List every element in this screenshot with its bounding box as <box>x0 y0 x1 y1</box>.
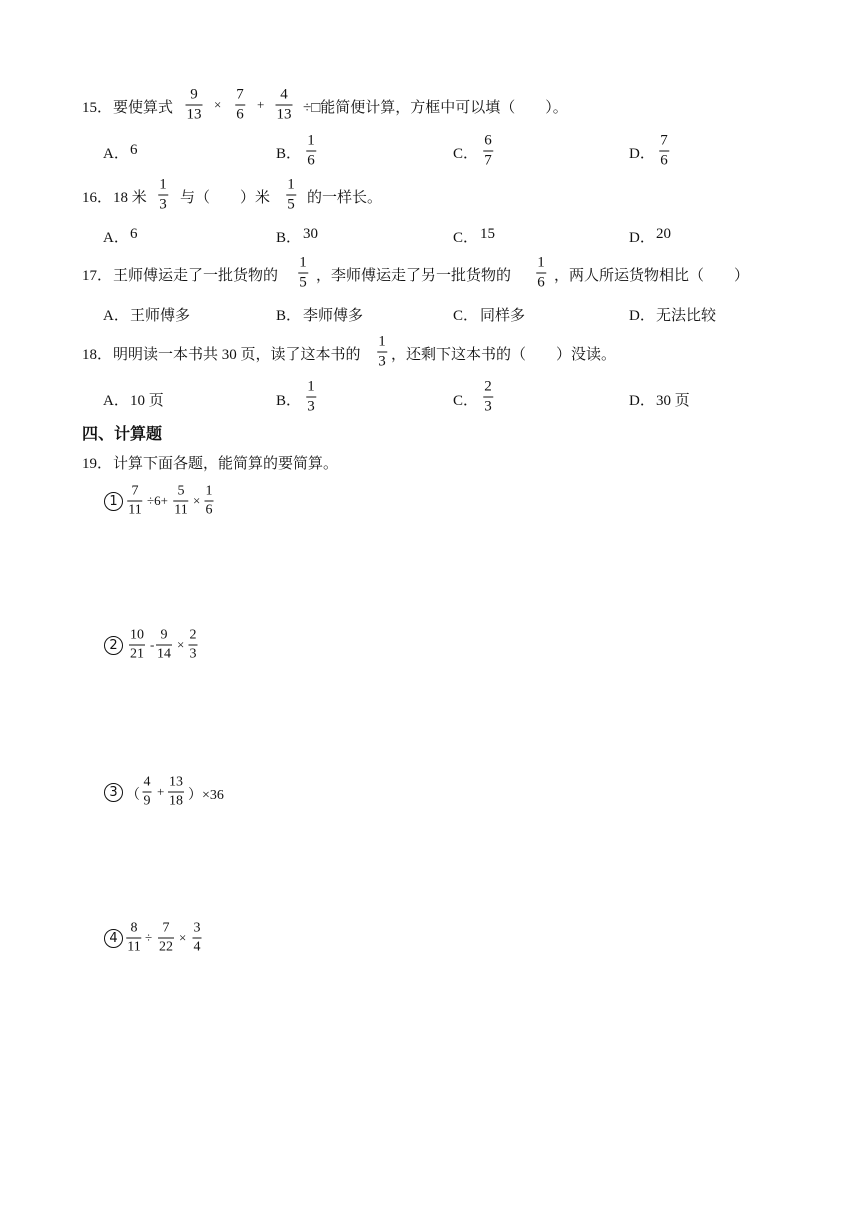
question-text: 18 米 <box>113 190 147 206</box>
denominator: 6 <box>307 152 315 169</box>
operator: × <box>214 97 222 112</box>
option-c-label: C． <box>453 230 479 246</box>
option-b-label: B． <box>276 146 302 162</box>
numerator: 1 <box>205 483 213 499</box>
option-d-text: 20 <box>656 226 671 242</box>
fraction <box>168 776 184 809</box>
circled-number: 1 <box>104 492 123 511</box>
fraction <box>276 88 293 123</box>
fraction <box>129 629 145 662</box>
numerator: 1 <box>307 132 315 149</box>
operator: ÷6+ <box>147 493 168 508</box>
question-text: 与（ ）米 <box>180 190 271 206</box>
fraction <box>235 88 245 123</box>
option-a-text: 6 <box>130 142 138 158</box>
right-paren-expression: ）×36 <box>188 788 224 803</box>
denominator: 6 <box>236 106 244 123</box>
numerator: 7 <box>162 920 170 936</box>
operator: × <box>193 493 201 508</box>
option-a-text: 王师傅多 <box>130 308 191 324</box>
denominator: 13 <box>276 106 292 123</box>
denominator: 3 <box>307 398 315 415</box>
option-d-label: D． <box>629 308 655 324</box>
fraction <box>193 922 202 955</box>
operator: × <box>177 637 185 652</box>
option-b-label: B． <box>276 230 302 246</box>
denominator: 5 <box>299 274 307 291</box>
numerator: 13 <box>169 774 183 790</box>
option-a-label: A． <box>103 230 129 246</box>
option-b-label: B． <box>276 393 302 409</box>
fraction <box>158 178 168 213</box>
option-d-label: D． <box>629 393 655 409</box>
numerator: 7 <box>236 86 244 103</box>
question-text: ，还剩下这本书的（ ）没读。 <box>391 347 617 363</box>
option-a-label: A． <box>103 308 129 324</box>
numerator: 8 <box>130 920 138 936</box>
numerator: 1 <box>299 254 307 271</box>
option-b-label: B． <box>276 308 302 324</box>
option-b-text: 李师傅多 <box>303 308 364 324</box>
question-text: 计算下面各题，能简算的要简算。 <box>113 456 339 472</box>
denominator: 3 <box>189 646 197 662</box>
question-text: ，李师傅运走了另一批货物的 <box>316 268 512 284</box>
denominator: 6 <box>537 274 545 291</box>
numerator: 5 <box>177 483 185 499</box>
denominator: 13 <box>186 106 202 123</box>
fraction <box>156 629 172 662</box>
question-text: ÷□能简便计算，方框中可以填（ ）。 <box>303 100 568 116</box>
numerator: 1 <box>378 333 386 350</box>
denominator: 11 <box>128 502 142 518</box>
fraction <box>536 256 546 291</box>
fraction <box>126 922 141 955</box>
option-a-label: A． <box>103 393 129 409</box>
numerator: 7 <box>131 483 139 499</box>
denominator: 3 <box>484 398 492 415</box>
fraction <box>205 485 214 518</box>
fraction <box>306 134 316 169</box>
operator: + <box>157 784 165 799</box>
option-c-label: C． <box>453 393 479 409</box>
denominator: 3 <box>378 353 386 370</box>
option-d-label: D． <box>629 230 655 246</box>
option-d-label: D． <box>629 146 655 162</box>
numerator: 9 <box>190 86 198 103</box>
denominator: 6 <box>660 152 668 169</box>
denominator: 21 <box>130 646 144 662</box>
denominator: 3 <box>159 196 167 213</box>
denominator: 6 <box>205 502 213 518</box>
question-text: 王师傅运走了一批货物的 <box>113 268 279 284</box>
question-number: 15． <box>82 100 113 116</box>
numerator: 1 <box>287 176 295 193</box>
numerator: 6 <box>484 132 492 149</box>
option-c-label: C． <box>453 308 479 324</box>
question-number: 18． <box>82 347 113 363</box>
fraction <box>186 88 203 123</box>
question-text: ，两人所运货物相比（ ） <box>554 268 750 284</box>
fraction <box>306 380 316 415</box>
question-text: 的一样长。 <box>307 190 383 206</box>
numerator: 2 <box>484 378 492 395</box>
operator: ÷ <box>145 930 153 945</box>
option-c-label: C． <box>453 146 479 162</box>
fraction <box>158 922 174 955</box>
question-number: 17． <box>82 268 113 284</box>
circled-number: 4 <box>104 929 123 948</box>
option-d-text: 30 页 <box>656 393 690 409</box>
fraction <box>127 485 142 518</box>
option-c-text: 15 <box>480 226 495 242</box>
numerator: 1 <box>307 378 315 395</box>
operator: - <box>150 637 155 652</box>
circled-number: 3 <box>104 783 123 802</box>
fraction <box>143 776 152 809</box>
question-text: 明明读一本书共 30 页，读了这本书的 <box>113 347 361 363</box>
numerator: 4 <box>280 86 288 103</box>
question-text: 要使算式 <box>113 100 174 116</box>
fraction <box>377 335 387 370</box>
denominator: 11 <box>174 502 188 518</box>
denominator: 11 <box>127 939 141 955</box>
option-a-text: 6 <box>130 226 138 242</box>
option-a-label: A． <box>103 146 129 162</box>
section-title: 四、计算题 <box>82 424 163 443</box>
numerator: 3 <box>193 920 201 936</box>
numerator: 1 <box>537 254 545 271</box>
denominator: 7 <box>484 152 492 169</box>
left-paren: （ <box>126 788 140 803</box>
denominator: 18 <box>169 793 183 809</box>
operator: × <box>179 930 187 945</box>
numerator: 4 <box>143 774 151 790</box>
question-number: 19． <box>82 456 113 472</box>
option-d-text: 无法比较 <box>656 308 717 324</box>
denominator: 9 <box>143 793 151 809</box>
option-c-text: 同样多 <box>480 308 526 324</box>
option-b-text: 30 <box>303 226 318 242</box>
fraction <box>483 380 493 415</box>
fraction <box>483 134 493 169</box>
fraction <box>286 178 296 213</box>
option-a-text: 10 页 <box>130 393 164 409</box>
numerator: 9 <box>160 627 168 643</box>
fraction <box>298 256 308 291</box>
denominator: 5 <box>287 196 295 213</box>
numerator: 7 <box>660 132 668 149</box>
circled-number: 2 <box>104 636 123 655</box>
fraction <box>173 485 188 518</box>
fraction <box>659 134 669 169</box>
numerator: 2 <box>189 627 197 643</box>
operator: + <box>257 97 265 112</box>
denominator: 22 <box>159 939 173 955</box>
question-number: 16． <box>82 190 113 206</box>
fraction <box>189 629 198 662</box>
numerator: 10 <box>130 627 144 643</box>
denominator: 14 <box>157 646 171 662</box>
denominator: 4 <box>193 939 201 955</box>
numerator: 1 <box>159 176 167 193</box>
